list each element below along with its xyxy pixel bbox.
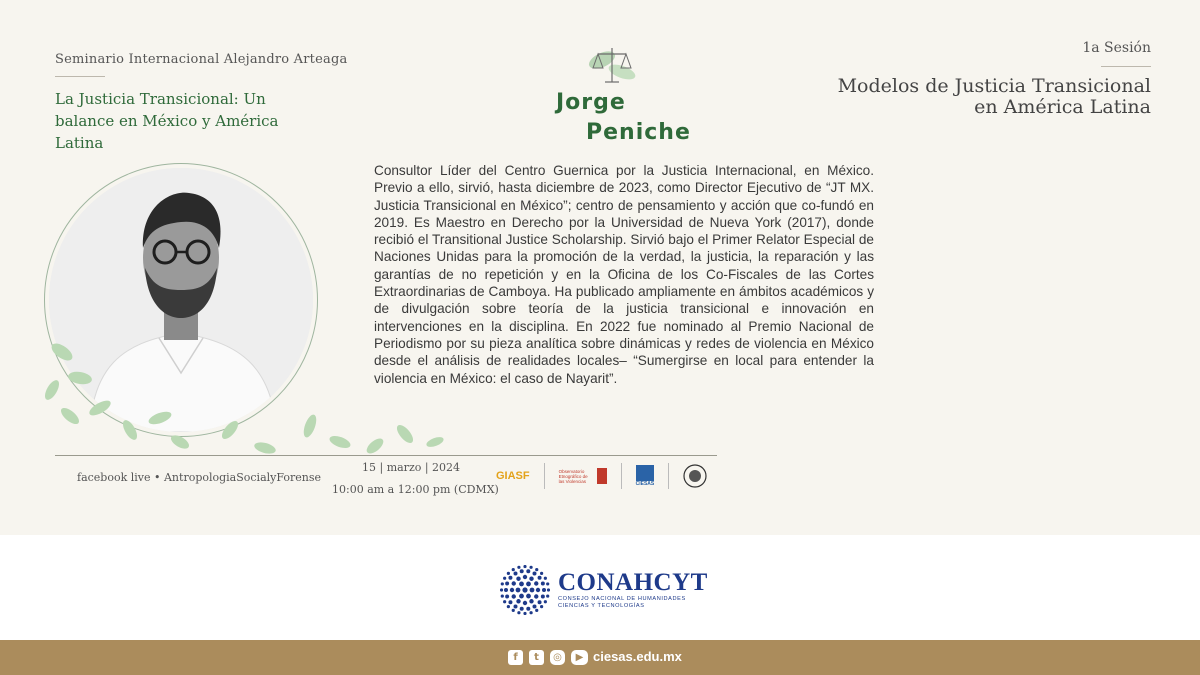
- stream-info: facebook live • AntropologiaSocialyForense: [77, 471, 322, 484]
- speaker-last-name: Peniche: [586, 120, 691, 145]
- seminar-name: Seminario Internacional Alejandro Arteaga: [55, 52, 348, 67]
- ciesas-logo: CIESAS: [636, 465, 655, 487]
- sponsor-name: CONAHCYT: [558, 569, 708, 596]
- divider: [1101, 66, 1151, 67]
- leaves-decoration: [40, 330, 460, 460]
- event-time: 10:00 am a 12:00 pm (CDMX): [332, 483, 499, 496]
- conahcyt-emblem-icon: [500, 565, 550, 615]
- facebook-icon[interactable]: f: [508, 650, 523, 665]
- scales-of-justice-icon: [584, 42, 640, 90]
- seminar-title: La Justicia Transicional: Un balance en México y América Latina: [55, 90, 279, 152]
- event-date: 15 | marzo | 2024: [362, 461, 461, 474]
- speaker-bio: Consultor Líder del Centro Guernica por la Justicia Internacional, en México. Previo a ello, sirvió, hasta diciembre de 2023, como Director Ejecutivo de “JT MX. Justicia Transicional en México”; centro de pensamiento y acción que co-fundó en 2019. Es Maestro en Derecho por la Universidad de Nueva York (2017), donde recibió el Transitional Justice Scholarship. Sirvió bajo el Primer Relator Especial de Naciones Unidas para la promoción de la verdad, la justicia, la reparación y las garantías de no repetición y en la Oficina de los Co-Fiscales de las Cortes Extraordinarias de Camboya. Ha publicado ampliamente en ámbitos académicos y de divulgación sobre teoría de la justicia transicional e innovación en intervenciones en la disciplina. En 2022 fue nominado al Premio Nacional de Periodismo por su pieza analítica sobre dinámicas y redes de violencia en México desde el análisis de realidades locales– “Sumergirse en local para entender la violencia en México: el caso de Nayarit”.: [374, 163, 874, 386]
- session-subject: Modelos de Justicia Transicional en América Latina: [837, 75, 1151, 118]
- youtube-icon[interactable]: ▶: [571, 650, 588, 665]
- giasf-logo: GIASF: [496, 470, 530, 482]
- divider: [668, 463, 669, 489]
- observatorio-logo: Observatorio Etnográfico de las Violencias: [559, 468, 607, 484]
- divider: [621, 463, 622, 489]
- footer-divider: [55, 455, 717, 456]
- sponsor-subtitle-1: CONSEJO NACIONAL DE HUMANIDADES: [558, 596, 686, 602]
- instagram-icon[interactable]: ◎: [550, 650, 565, 665]
- partner-logos: [496, 461, 707, 491]
- speaker-first-name: Jorge: [556, 90, 626, 115]
- divider: [544, 463, 545, 489]
- sponsor-subtitle-2: CIENCIAS Y TECNOLOGÍAS: [558, 603, 645, 609]
- session-number: 1a Sesión: [1082, 40, 1151, 56]
- twitter-icon[interactable]: t: [529, 650, 544, 665]
- social-links: [508, 650, 588, 665]
- website-link[interactable]: ciesas.edu.mx: [593, 649, 682, 664]
- divider: [55, 76, 105, 77]
- university-seal-logo: [683, 464, 707, 488]
- conahcyt-logo: [500, 565, 708, 615]
